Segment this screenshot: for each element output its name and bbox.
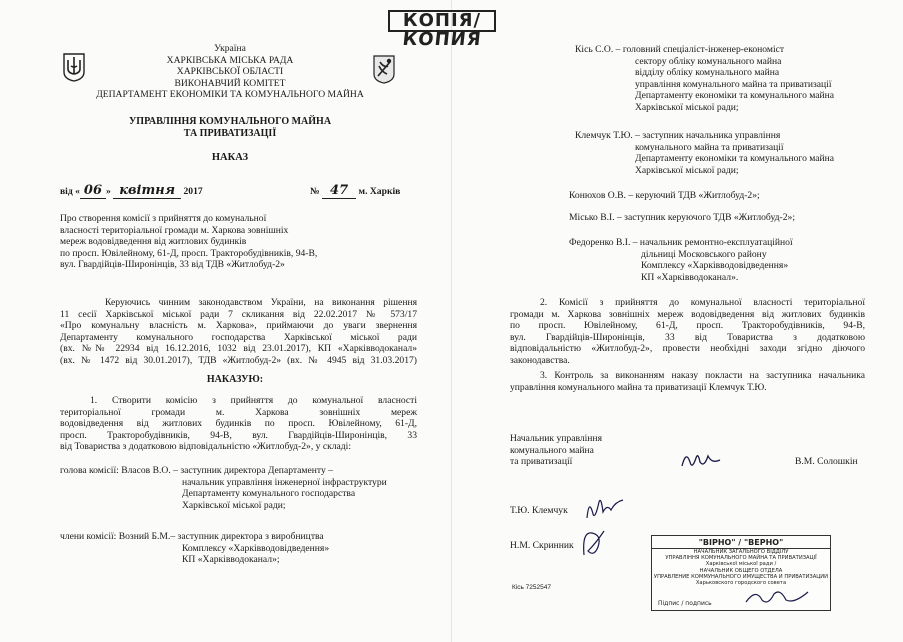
preamble-block — [60, 297, 417, 367]
member-line: сектору обліку комунального майна — [635, 55, 782, 67]
item2-line: законодавства. — [510, 354, 570, 366]
department-title — [100, 116, 360, 139]
item1-line: 1. Створити комісію з прийняття до комунальної власності — [90, 395, 417, 406]
number-block — [310, 185, 400, 198]
member-lead: Місько В.І. – заступник керуючого ТДВ «Житлобуд-2»; — [569, 212, 795, 223]
commission-member — [569, 190, 869, 202]
city-name: м. Харків — [358, 186, 401, 197]
preamble-line: 11 сесії Харківської міської ради 7 скликання від 22.02.2017 № 573/17 — [60, 308, 417, 320]
document-header — [60, 43, 400, 101]
order-heading: НАКАЗУЮ: — [206, 374, 264, 385]
date-year: 2017 — [183, 186, 203, 197]
member-line: комунального майна та приватизації — [635, 141, 784, 153]
order-item-3 — [510, 370, 865, 393]
member-line: дільниці Московського району — [641, 248, 767, 260]
commission-chair — [60, 465, 420, 511]
item1-line: від Товариства з додатковою відповідальністю «Житлобуд-2», у складі: — [60, 441, 352, 453]
date-prefix: від « — [60, 186, 80, 197]
chair-line: Департаменту комунального господарства — [182, 488, 356, 500]
department-title-line1: УПРАВЛІННЯ КОМУНАЛЬНОГО МАЙНА — [128, 116, 332, 127]
item2-line: по просп. Ювілейному, 61-Д, просп. Тракторобудівників, 94-В, — [510, 320, 865, 332]
header-region: ХАРКІВСЬКОЇ ОБЛАСТІ — [176, 66, 284, 77]
header-city-council: ХАРКІВСЬКА МІСЬКА РАДА — [166, 54, 294, 66]
document-number: 47 — [322, 183, 356, 199]
member-line: Харківської міської ради; — [635, 164, 739, 176]
commission-member — [569, 237, 869, 283]
preamble-line: (вх. №№ 22934 від 16.12.2016, 1032 від 23.01.2017), КП «Харківводоканал» — [60, 343, 417, 355]
member-line: управління комунального майна та приватизації — [635, 78, 832, 90]
copy-stamp-line1: КОПІЯ/ — [388, 10, 496, 32]
header-country: Україна — [214, 43, 246, 54]
subject-line: Про створення комісії з прийняття до комунальної — [60, 213, 267, 224]
member-line: Департаменту економіки та комунального майна — [635, 90, 835, 102]
approval-signature-icon — [578, 525, 608, 561]
subject-line: по просп. Ювілейному, 61-Д, просп. Тракторобудівників, 94-В, — [60, 247, 318, 259]
member-lead: Клемчук Т.Ю. – заступник начальника управління — [575, 130, 781, 141]
item2-line: відповідальністю «Житлобуд-2», провести необхідні заходи згідно діючого — [510, 343, 865, 355]
commission-member — [60, 531, 420, 566]
subject-line: мереж водовідведення від житлових будинків — [60, 236, 247, 248]
verified-stamp-line: УПРАВЛЕНИЕ КОММУНАЛЬНОГО ИМУЩЕСТВА И ПРИВАТИЗАЦИИ — [653, 573, 829, 580]
approval-name: Н.М. Скринник — [510, 540, 574, 551]
member-lead: Кісь С.О. – головний спеціаліст-інженер-економіст — [575, 44, 785, 55]
chair-line: начальник управління інженерної інфраструктури — [182, 476, 387, 488]
item1-line: водовідведення від житлових будинків по просп. Ювілейному, 61-Д, — [60, 418, 417, 430]
verified-stamp-line: Харьковского городского совета — [695, 580, 787, 587]
commission-member — [569, 212, 869, 224]
member-line: КП «Харківводоканал». — [641, 271, 739, 283]
date-month: квітня — [113, 183, 181, 199]
item1-line: територіальної громади м. Харкова зовнішніх мереж — [60, 406, 417, 418]
member-line: Комплексу «Харківводовідведення» — [182, 542, 330, 554]
verified-stamp-line: НАЧАЛЬНИК ЗАГАЛЬНОГО ВІДДІЛУ — [693, 549, 789, 555]
preamble-line: «Про комунальну власність м. Харкова», приймаючи до уваги звернення — [60, 320, 417, 332]
item1-line: просп. Тракторобудівників, 94-В, вул. Гвардійців-Широнінців, 33 — [60, 429, 417, 441]
department-title-line2: ТА ПРИВАТИЗАЦІЇ — [183, 127, 277, 139]
signoff-line: Начальник управління — [510, 433, 602, 444]
member-line: відділу обліку комунального майна — [635, 67, 780, 79]
item3-line: 3. Контроль за виконанням наказу покласти на заступника начальника — [540, 370, 865, 381]
verified-stamp — [651, 535, 831, 611]
member-lead: члени комісії: Возний Б.М.– заступник директора з виробництва — [60, 531, 324, 542]
number-label: № — [310, 186, 320, 197]
document-type: НАКАЗ — [211, 152, 249, 163]
item2-line: громади м. Харкова зовнішніх мереж водовідведення від житлових будинків — [510, 308, 865, 320]
header-department: ДЕПАРТАМЕНТ ЕКОНОМІКИ ТА КОМУНАЛЬНОГО МАЙНА — [96, 89, 364, 100]
date-line — [60, 185, 420, 199]
subject-line: вул. Гвардійців-Широнінців, 33 від ТДВ «Житлобуд-2» — [60, 259, 285, 271]
verified-stamp-line: УПРАВЛІННЯ КОМУНАЛЬНОГО МАЙНА ТА ПРИВАТИЗАЦІЇ — [665, 555, 817, 562]
order-item-1 — [60, 395, 417, 453]
signoff-line: та приватизації — [510, 456, 573, 468]
preamble-line: Керуючись чинним законодавством України, на виконання рішення — [105, 297, 417, 308]
preamble-line: (вх. № 1472 від 30.01.2017), ТДВ «Житлобуд-2» (вх. № 4945 від 31.03.2017) — [60, 354, 417, 366]
item2-line: вул. Гвардійців-Широнінців, 33 від Товариства з додатковою — [510, 331, 865, 343]
copy-stamp-line2: КОПИЯ — [401, 29, 483, 50]
member-lead: Федоренко В.І. – начальник ремонтно-експлуатаційної — [569, 237, 793, 248]
item2-line: 2. Комісії з прийняття до комунальної власності територіальної — [540, 297, 865, 308]
approval-name: Т.Ю. Клемчук — [510, 505, 568, 516]
executor-note: Кісь 7252547 — [512, 584, 551, 591]
page-divider — [451, 0, 452, 642]
chair-lead: голова комісії: Власов В.О. – заступник директора Департаменту – — [60, 465, 333, 476]
subject-line: власності територіальної громади м. Харкова зовнішніх — [60, 224, 289, 236]
chair-line: Харківської міської ради; — [182, 499, 286, 511]
date-mid: » — [106, 186, 111, 197]
member-line: Комплексу «Харківводовідведення» — [641, 260, 789, 272]
commission-member — [575, 44, 875, 114]
date-day: 06 — [80, 183, 106, 199]
header-exec-committee: ВИКОНАВЧИЙ КОМІТЕТ — [174, 77, 286, 89]
member-line: Харківської міської ради; — [635, 101, 739, 113]
verified-stamp-footer: Підпис / подпись — [658, 599, 712, 607]
member-lead: Конюхов О.В. – керуючий ТДВ «Житлобуд-2»; — [569, 190, 760, 201]
member-line: Департаменту економіки та комунального майна — [635, 153, 835, 165]
order-item-2 — [510, 297, 865, 367]
commission-member — [575, 130, 875, 176]
copy-stamp — [388, 8, 496, 52]
preamble-line: Департаменту комунального господарства Харківської міської ради — [60, 331, 417, 343]
verified-stamp-line: НАЧАЛЬНИК ОБЩЕГО ОТДЕЛА — [699, 567, 783, 574]
head-name: В.М. Солошкін — [795, 456, 858, 467]
signoff-line: комунального майна — [510, 444, 594, 456]
verified-stamp-line: Харківської міської ради / — [705, 561, 777, 568]
head-signature-icon — [678, 448, 723, 474]
item3-line: управління комунального майна та приватизації Клемчук Т.Ю. — [510, 381, 767, 393]
subject-block — [60, 213, 350, 271]
member-line: КП «Харківводоканал»; — [182, 554, 280, 566]
verified-stamp-title: "ВІРНО" / "ВЕРНО" — [652, 538, 830, 549]
stamp-signature-icon — [742, 586, 812, 608]
approval-signature-icon — [583, 494, 628, 524]
